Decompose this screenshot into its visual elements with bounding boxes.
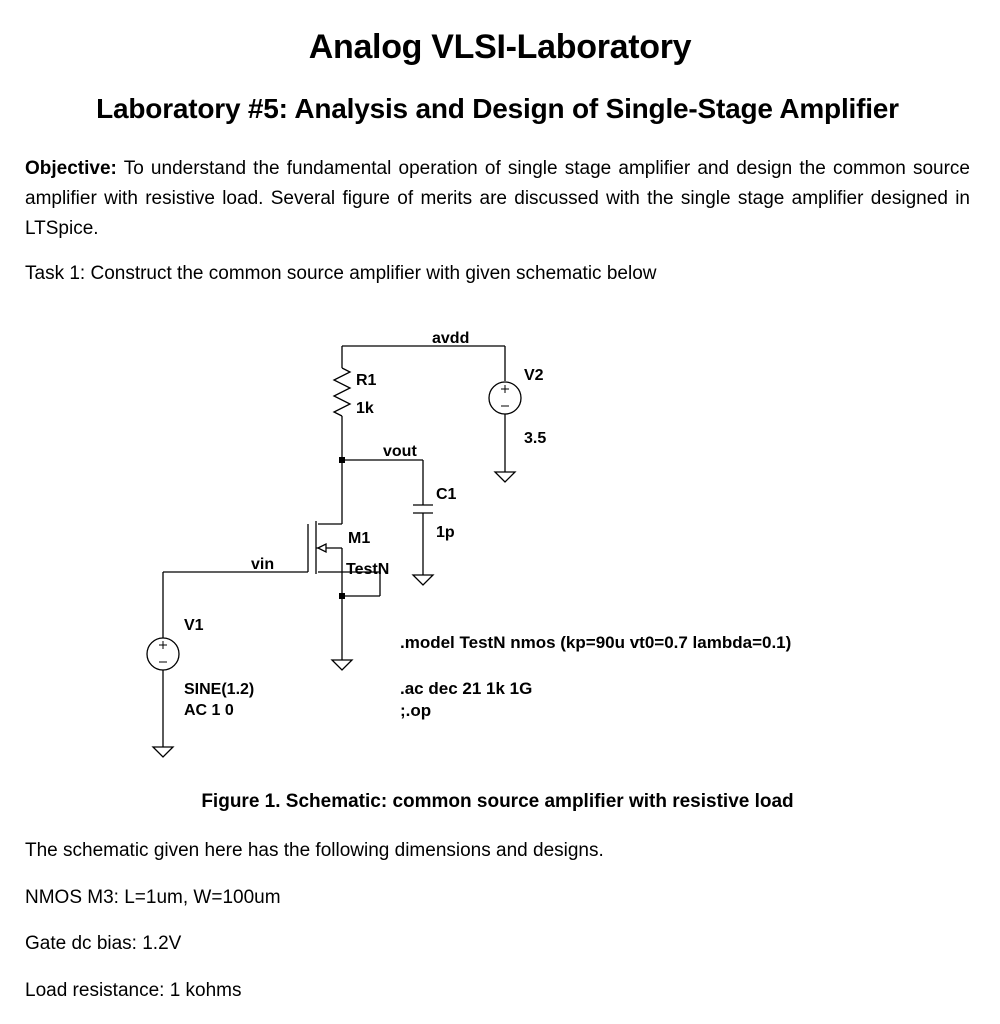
label-avdd: avdd xyxy=(432,330,470,347)
body-line-gate-bias: Gate dc bias: 1.2V xyxy=(25,933,182,954)
spice-model-directive: .model TestN nmos (kp=90u vt0=0.7 lambda=0.1) xyxy=(400,633,792,652)
spice-op-directive: ;.op xyxy=(400,701,432,720)
body-line-nmos: NMOS M3: L=1um, W=100um xyxy=(25,887,281,908)
ground-v1-icon xyxy=(153,747,173,757)
resistor-r1 xyxy=(334,368,350,416)
label-r1-value: 1k xyxy=(356,400,374,417)
node-vout-dot xyxy=(339,457,345,463)
label-vin: vin xyxy=(251,556,275,573)
label-c1-name: C1 xyxy=(436,486,457,503)
lab-subtitle: Laboratory #5: Analysis and Design of Single-Stage Amplifier xyxy=(96,93,899,124)
ground-c1-icon xyxy=(413,575,433,585)
label-c1-value: 1p xyxy=(436,524,455,541)
label-v1-name: V1 xyxy=(184,617,204,634)
node-source-dot xyxy=(339,593,345,599)
label-m1-model: TestN xyxy=(346,561,390,578)
schematic-diagram xyxy=(0,300,1000,780)
label-v1-sine: SINE(1.2) xyxy=(184,681,255,698)
figure-caption: Figure 1. Schematic: common source amplifier with resistive load xyxy=(201,791,794,812)
page-title: Analog VLSI-Laboratory xyxy=(308,28,692,66)
label-r1-name: R1 xyxy=(356,372,377,389)
nmos-arrow-icon xyxy=(318,544,326,552)
ground-m1-icon xyxy=(332,660,352,670)
body-line-1: The schematic given here has the following dimensions and designs. xyxy=(25,840,604,861)
objective-label: Objective: xyxy=(25,158,117,179)
label-m1-name: M1 xyxy=(348,530,371,547)
objective-paragraph xyxy=(25,154,970,244)
spice-ac-directive: .ac dec 21 1k 1G xyxy=(400,679,533,698)
label-v1-ac: AC 1 0 xyxy=(184,702,234,719)
label-v2-name: V2 xyxy=(524,367,544,384)
label-vout: vout xyxy=(383,443,417,460)
task-1-text: Task 1: Construct the common source amplifier with given schematic below xyxy=(25,263,657,284)
label-v2-value: 3.5 xyxy=(524,430,547,447)
ground-v2-icon xyxy=(495,472,515,482)
body-line-load-resistance: Load resistance: 1 kohms xyxy=(25,980,242,1001)
objective-text: To understand the fundamental operation of single stage amplifier and design the common source amplifier with resistive load. Several figure of merits are discussed with the single stage amplifier designed in LTSpice. xyxy=(25,158,970,239)
